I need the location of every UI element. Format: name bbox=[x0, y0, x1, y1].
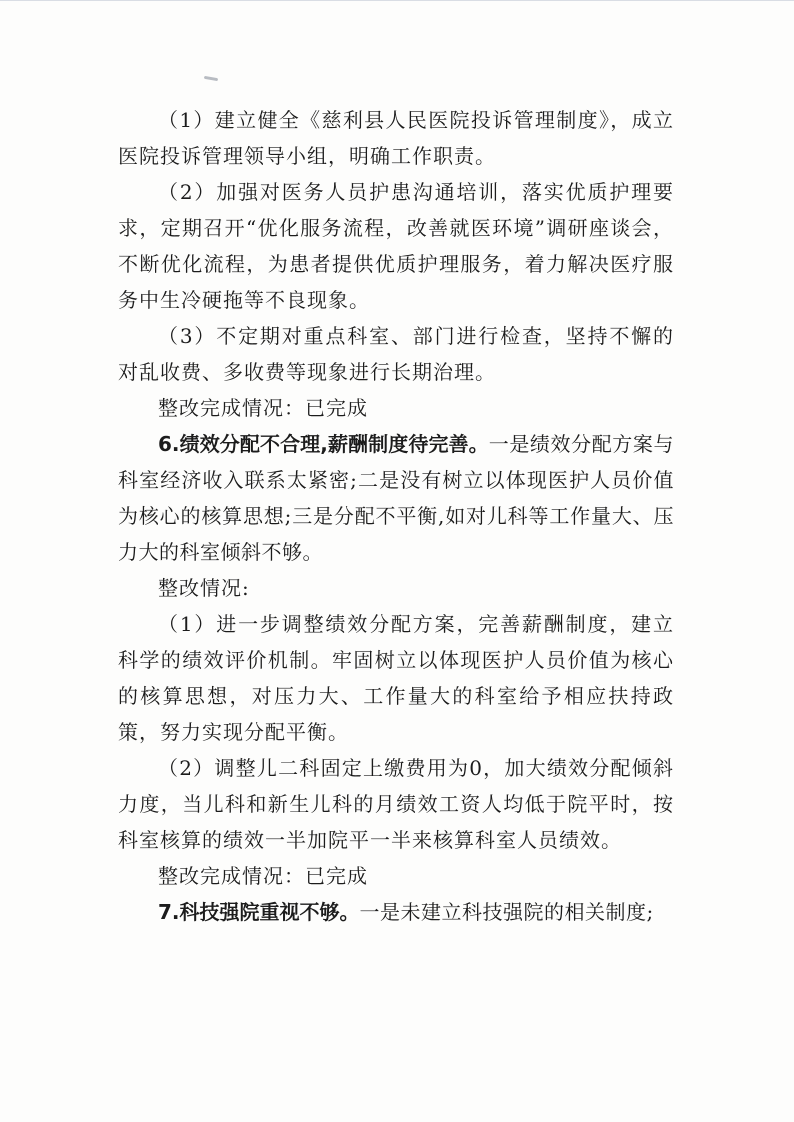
section-6-heading: 6.绩效分配不合理,薪酬制度待完善。 bbox=[158, 432, 489, 456]
item-2-pediatrics-adjustment: （2）调整儿二科固定上缴费用为0，加大绩效分配倾斜力度，当儿科和新生儿科的月绩效工资人均低于院平时，按科室核算的绩效一半加院平一半来核算科室人员绩效。 bbox=[118, 756, 674, 852]
scan-edge-line bbox=[0, 0, 794, 1]
section-6-paragraph bbox=[118, 426, 674, 570]
section-6-body: 一是绩效分配方案与科室经济收入联系太紧密;二是没有树立以体现医护人员价值为核心的核算思想;三是分配不平衡,如对儿科等工作量大、压力大的科室倾斜不够。 bbox=[118, 432, 674, 564]
scan-speck bbox=[204, 76, 218, 81]
item-2-communication-training: （2）加强对医务人员护患沟通培训，落实优质护理要求，定期召开“优化服务流程，改善就医环境”调研座谈会，不断优化流程，为患者提供优质护理服务，着力解决医疗服务中生冷硬拖等不良现象。 bbox=[118, 180, 674, 312]
completion-status-2: 整改完成情况：已完成 bbox=[158, 864, 368, 888]
section-7-paragraph bbox=[118, 894, 674, 930]
completion-status-1: 整改完成情况：已完成 bbox=[158, 396, 368, 420]
item-1-complaint-system: （1）建立健全《慈利县人民医院投诉管理制度》，成立医院投诉管理领导小组，明确工作职责。 bbox=[118, 108, 674, 168]
rectification-label: 整改情况: bbox=[158, 576, 250, 600]
item-1-performance-plan: （1）进一步调整绩效分配方案，完善薪酬制度，建立科学的绩效评价机制。牢固树立以体现医护人员价值为核心的核算思想，对压力大、工作量大的科室给予相应扶持政策，努力实现分配平衡。 bbox=[118, 612, 674, 744]
document-body bbox=[118, 102, 674, 930]
item-3-fee-inspection: （3）不定期对重点科室、部门进行检查，坚持不懈的对乱收费、多收费等现象进行长期治理。 bbox=[118, 324, 674, 384]
section-7-body: 一是未建立科技强院的相关制度; bbox=[359, 900, 654, 924]
section-7-heading: 7.科技强院重视不够。 bbox=[158, 900, 360, 924]
